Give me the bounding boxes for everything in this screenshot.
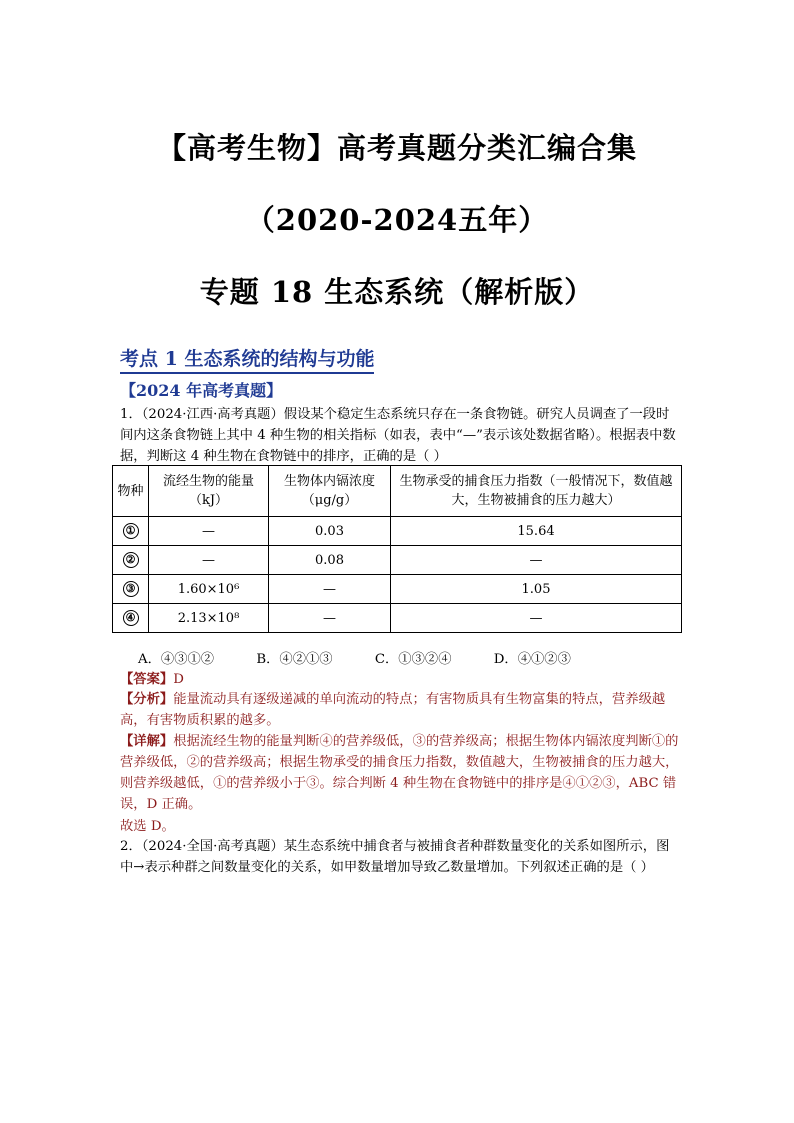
answer-value: D — [173, 672, 184, 687]
table-cell: 0.03 — [269, 517, 391, 546]
document-topic: 专题 18 生态系统（解析版） — [199, 275, 595, 309]
detail-block — [120, 731, 680, 815]
answer-line — [120, 668, 184, 687]
section-subheading: 【2024 年高考真题】 — [120, 381, 283, 400]
table-header-cell: 物种 — [113, 466, 149, 517]
question-1-text: 1．（2024·江西·高考真题）假设某个稳定生态系统只存在一条食物链。研究人员调查了一段时间内这条食物链上其中 4 种生物的相关指标（如表，表中“—”表示该处数据省略）。根据表中数据，判断这 4 种生物在食物链中的排序，正确的是（ ） — [120, 407, 676, 464]
analysis-text: 能量流动具有逐级递减的单向流动的特点；有害物质具有生物富集的特点，营养级越高，有害物质积累的越多。 — [120, 692, 666, 728]
table-row — [113, 517, 682, 546]
detail-text: 根据流经生物的能量判断④的营养级低，③的营养级高；根据生物体内镉浓度判断①的营养级低，②的营养级高；根据生物承受的捕食压力指数，数值越大，生物被捕食的压力越大，则营养级越低，①的营养级小于③。综合判断 4 种生物在食物链中的排序是④①②③，ABC 错误，D 正确。 — [120, 734, 679, 812]
species-marker: ④ — [123, 610, 139, 626]
option-b: B．④②①③ — [256, 652, 333, 667]
table-cell: 1.05 — [391, 575, 682, 604]
table-header-cell: 生物体内镉浓度（μg/g） — [269, 466, 391, 517]
table-header-row — [113, 466, 682, 517]
table-cell: — — [391, 546, 682, 575]
table-cell: 1.60×10⁶ — [149, 575, 269, 604]
question-2-text: 2．（2024·全国·高考真题）某生态系统中捕食者与被捕食者种群数量变化的关系如图所示，图中→表示种群之间数量变化的关系，如甲数量增加导致乙数量增加。下列叙述正确的是（ ） — [120, 839, 670, 875]
table-row — [113, 604, 682, 633]
table-cell: — — [149, 546, 269, 575]
species-marker: ③ — [123, 581, 139, 597]
table-cell: 15.64 — [391, 517, 682, 546]
option-d: D．④①②③ — [493, 652, 571, 667]
table-cell: — — [269, 604, 391, 633]
table-cell: — — [391, 604, 682, 633]
analysis-label: 【分析】 — [120, 692, 174, 707]
table-cell: 0.08 — [269, 546, 391, 575]
option-c: C．①③②④ — [374, 652, 452, 667]
answer-options — [138, 648, 607, 667]
option-a: A．④③①② — [138, 652, 215, 667]
table-header-cell: 生物承受的捕食压力指数（一般情况下，数值越大，生物被捕食的压力越大） — [391, 466, 682, 517]
document-years: （2020-2024五年） — [245, 203, 549, 237]
document-title: 【高考生物】高考真题分类汇编合集 — [156, 131, 637, 165]
species-marker: ① — [123, 523, 139, 539]
species-marker: ② — [123, 552, 139, 568]
table-row — [113, 575, 682, 604]
table-cell: — — [269, 575, 391, 604]
table-header-cell: 流经生物的能量（kJ） — [149, 466, 269, 517]
analysis-block — [120, 689, 680, 731]
table-cell: 2.13×10⁸ — [149, 604, 269, 633]
table-row — [113, 546, 682, 575]
answer-label: 【答案】 — [120, 672, 174, 687]
section-heading: 考点 1 生态系统的结构与功能 — [120, 344, 374, 374]
detail-label: 【详解】 — [120, 734, 174, 749]
conclusion-text: 故选 D。 — [120, 819, 175, 834]
table-cell: — — [149, 517, 269, 546]
species-data-table — [112, 465, 682, 633]
